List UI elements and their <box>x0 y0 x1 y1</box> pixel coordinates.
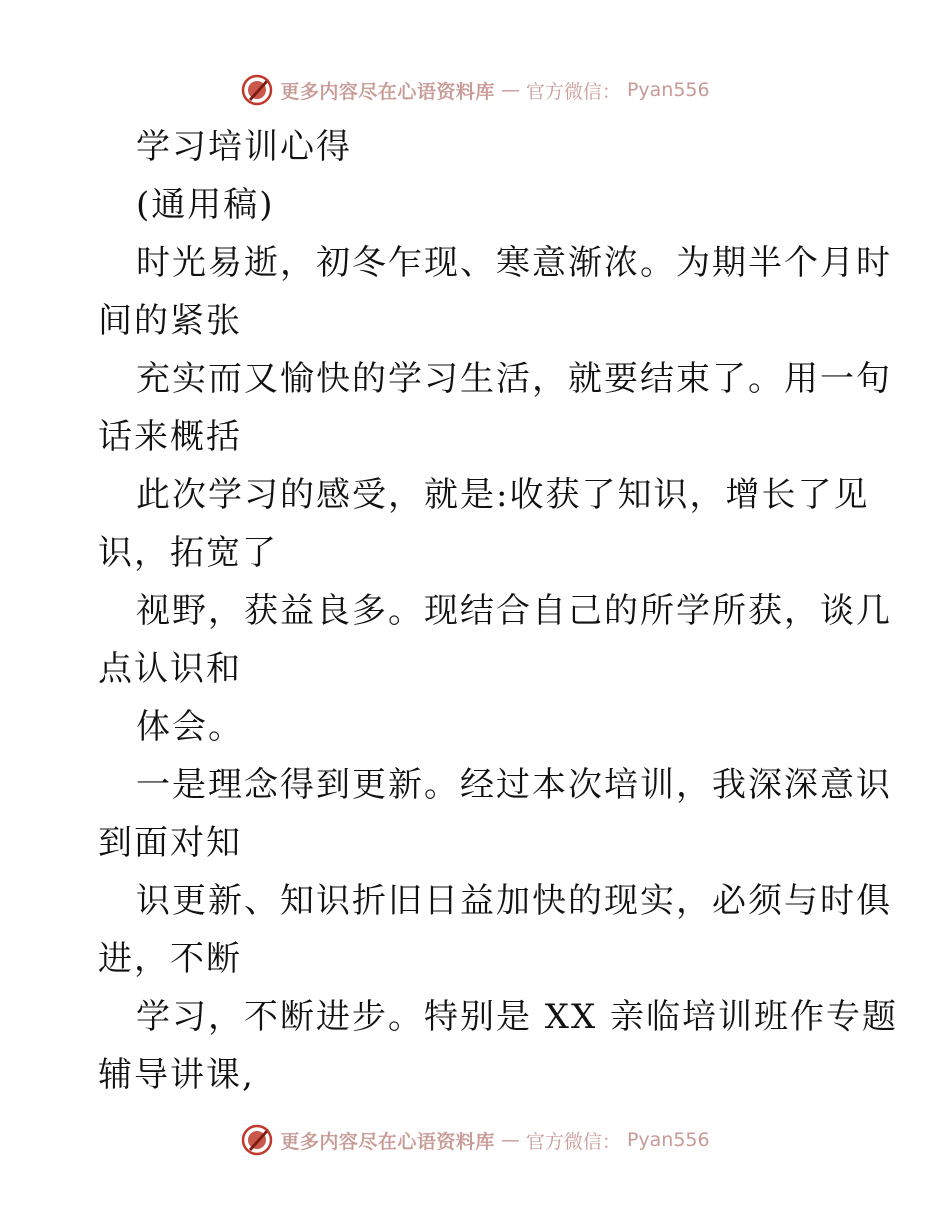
watermark-wechat-label: 官方微信： <box>525 80 621 103</box>
doc-line: 体会。 <box>136 707 244 747</box>
doc-title: 学习培训心得 <box>136 127 352 167</box>
watermark-wechat-id: Pyan556 <box>626 1129 710 1151</box>
doc-line: 视野，获益良多。现结合自己的所学所获，谈几 <box>136 591 892 631</box>
doc-line: 学习，不断进步。特别是 XX 亲临培训班作专题 <box>136 997 899 1037</box>
doc-line: 话来概括 <box>98 417 242 457</box>
doc-line: 识，拓宽了 <box>98 533 278 573</box>
doc-subtitle: (通用稿) <box>136 185 275 225</box>
doc-line: 间的紧张 <box>98 301 242 341</box>
doc-line: 时光易逝，初冬乍现、寒意渐浓。为期半个月时 <box>136 243 892 283</box>
quill-seal-icon <box>240 73 274 107</box>
quill-seal-icon <box>240 1123 274 1157</box>
watermark-site-text: 更多内容尽在心语资料库 <box>280 1130 495 1153</box>
doc-line: 一是理念得到更新。经过本次培训，我深深意识 <box>136 765 892 805</box>
watermark-dash: — <box>500 1129 520 1151</box>
doc-line: 点认识和 <box>98 649 242 689</box>
footer-watermark <box>0 1120 950 1160</box>
doc-line: 充实而又愉快的学习生活，就要结束了。用一句 <box>136 359 892 399</box>
watermark-site-text: 更多内容尽在心语资料库 <box>280 80 495 103</box>
doc-line: 此次学习的感受，就是:收获了知识，增长了见 <box>136 475 870 515</box>
doc-line: 到面对知 <box>98 823 242 863</box>
watermark-wechat-id: Pyan556 <box>626 79 710 101</box>
doc-line: 识更新、知识折旧日益加快的现实，必须与时俱 <box>136 881 892 921</box>
watermark-dash: — <box>500 79 520 101</box>
doc-line: 进，不断 <box>98 939 242 979</box>
header-watermark <box>0 70 950 110</box>
watermark-wechat-label: 官方微信： <box>525 1130 621 1153</box>
doc-line: 辅导讲课, <box>98 1055 255 1095</box>
document-body <box>98 118 899 1104</box>
